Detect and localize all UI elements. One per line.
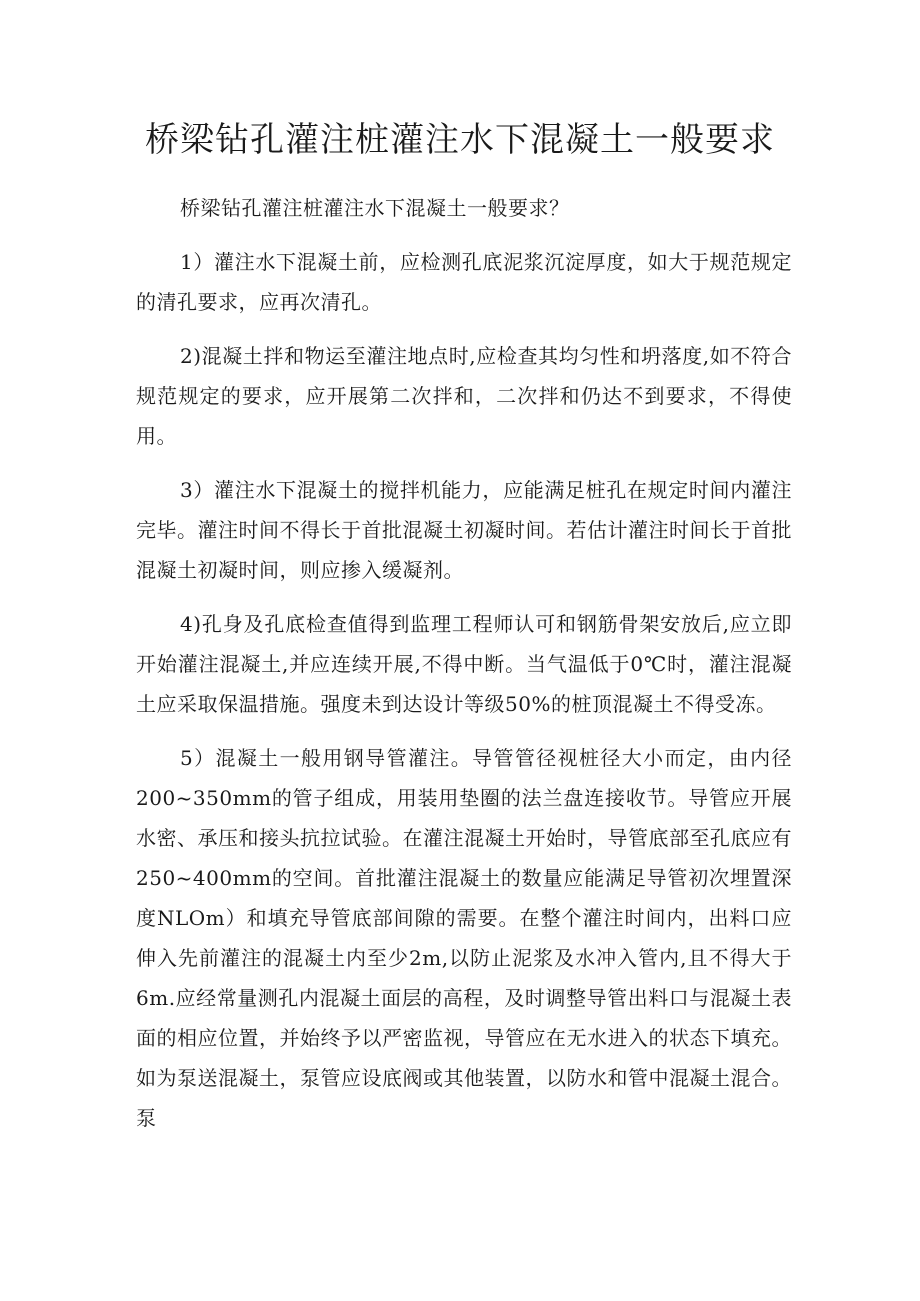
- paragraph-4: 4)孔身及孔底检查值得到监理工程师认可和钢筋骨架安放后,应立即开始灌注混凝土,并应连续开展,不得中断。当气温低于0℃时，灌注混凝土应采取保温措施。强度未到达设计等级50%的桩顶混凝土不得受冻。: [136, 612, 792, 716]
- paragraph-3: 3）灌注水下混凝土的搅拌机能力，应能满足桩孔在规定时间内灌注完毕。灌注时间不得长于首批混凝土初凝时间。若估计灌注时间长于首批混凝土初凝时间，则应掺入缓凝剂。: [136, 478, 792, 582]
- paragraph-5: 5）混凝土一般用钢导管灌注。导管管径视桩径大小而定，由内径200~350mm的管子组成，用装用垫圈的法兰盘连接收节。导管应开展水密、承压和接头抗拉试验。在灌注混凝土开始时，导管底部至孔底应有250~400mm的空间。首批灌注混凝土的数量应能满足导管初次埋置深度NLOm）和填充导管底部间隙的需要。在整个灌注时间内，出料口应伸入先前灌注的混凝土内至少2m,以防止泥浆及水冲入管内,且不得大于6m.应经常量测孔内混凝土面层的高程，及时调整导管出料口与混凝土表面的相应位置，并始终予以严密监视，导管应在无水进入的状态下填充。如为泵送混凝土，泵管应设底阀或其他装置，以防水和管中混凝土混合。泵: [136, 746, 792, 1130]
- document-title: 桥梁钻孔灌注桩灌注水下混凝土一般要求: [145, 120, 775, 160]
- document-body: [136, 188, 792, 1152]
- paragraph-2: 2)混凝土拌和物运至灌注地点时,应检查其均匀性和坍落度,如不符合规范规定的要求，应开展第二次拌和，二次拌和仍达不到要求，不得使用。: [136, 344, 792, 448]
- paragraph-1: 1）灌注水下混凝土前，应检测孔底泥浆沉淀厚度，如大于规范规定的清孔要求，应再次清孔。: [136, 250, 792, 314]
- intro-paragraph: 桥梁钻孔灌注桩灌注水下混凝土一般要求？: [180, 196, 570, 220]
